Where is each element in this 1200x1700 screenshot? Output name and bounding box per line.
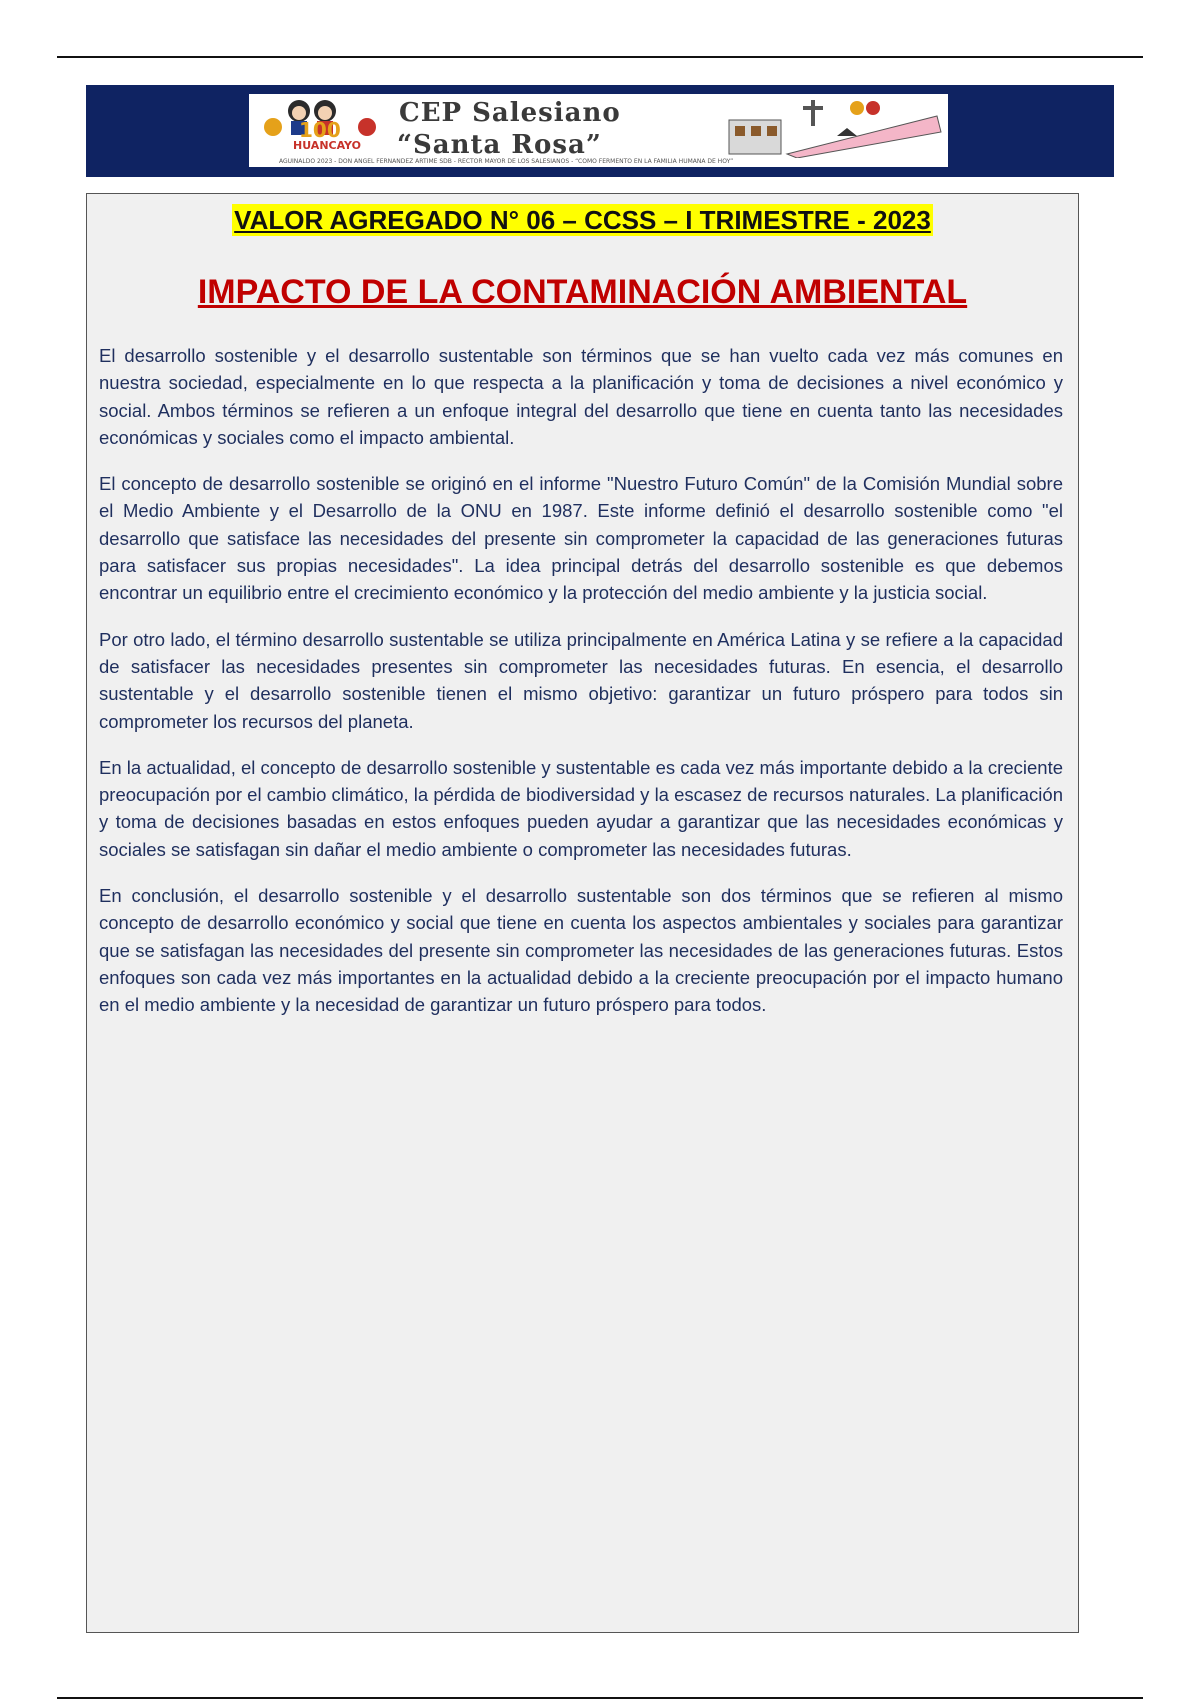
- svg-text:HUANCAYO: HUANCAYO: [293, 139, 361, 152]
- document-subtitle: VALOR AGREGADO N° 06 – CCSS – I TRIMESTRE - 2023: [234, 205, 931, 235]
- content-panel: [86, 193, 1079, 1633]
- document-title: IMPACTO DE LA CONTAMINACIÓN AMBIENTAL: [197, 273, 968, 311]
- banner-logo-strip: [249, 94, 948, 167]
- school-banner: [86, 85, 1114, 177]
- subtitle-row: [87, 204, 1078, 236]
- school-name-line1: CEP Salesiano: [399, 98, 621, 128]
- document-body: [99, 342, 1063, 1038]
- top-rule: [57, 56, 1143, 58]
- anniversary-logo: [255, 97, 385, 155]
- paragraph: En conclusión, el desarrollo sostenible y el desarrollo sustentable son dos términos que se refieren al mismo concepto de desarrollo económico y social que tiene en cuenta los aspectos ambientales y sociales para garantizar que se satisfagan las necesidades del presente sin comprometer las necesidades de las generaciones futuras. Estos enfoques son cada vez más importantes en la actualidad debido a la creciente preocupación por el impacto humano en el medio ambiente y la necesidad de garantizar un futuro próspero para todos.: [99, 885, 1063, 1016]
- church-illustration: [727, 96, 945, 158]
- bottom-rule: [57, 1697, 1143, 1699]
- banner-tagline: AGUINALDO 2023 - DON ÁNGEL FERNÁNDEZ ARTIME SDB - RECTOR MAYOR DE LOS SALESIANOS - “COMO FERMENTO EN LA FAMILIA HUMANA DE HOY”: [279, 158, 734, 165]
- paragraph: El concepto de desarrollo sostenible se originó en el informe "Nuestro Futuro Común" de la Comisión Mundial sobre el Medio Ambiente y el Desarrollo de la ONU en 1987. Este informe definió el desarrollo sostenible como "el desarrollo que satisface las necesidades del presente sin comprometer la capacidad de las generaciones futuras para satisfacer sus propias necesidades". La idea principal detrás del desarrollo sostenible es que debemos encontrar un equilibrio entre el crecimiento económico y la protección del medio ambiente y la justicia social.: [99, 473, 1063, 604]
- school-name-line2: “Santa Rosa”: [397, 130, 602, 160]
- paragraph: El desarrollo sostenible y el desarrollo sustentable son términos que se han vuelto cada vez más comunes en nuestra sociedad, especialmente en lo que respecta a la planificación y toma de decisiones a nivel económico y social. Ambos términos se refieren a un enfoque integral del desarrollo que tiene en cuenta tanto las necesidades económicas y sociales como el impacto ambiental.: [99, 345, 1063, 448]
- paragraph: En la actualidad, el concepto de desarrollo sostenible y sustentable es cada vez más importante debido a la creciente preocupación por el cambio climático, la pérdida de biodiversidad y la escasez de recursos naturales. La planificación y toma de decisiones basadas en estos enfoques pueden ayudar a garantizar que las necesidades económicas y sociales se satisfagan sin dañar el medio ambiente o comprometer las necesidades futuras.: [99, 756, 1063, 860]
- svg-text:100: 100: [299, 118, 341, 142]
- paragraph: Por otro lado, el término desarrollo sustentable se utiliza principalmente en América Latina y se refiere a la capacidad de satisfacer las necesidades presentes sin comprometer las necesidades futuras. En esencia, el desarrollo sustentable y el desarrollo sostenible tienen el mismo objetivo: garantizar un futuro próspero para todos sin comprometer los recursos del planeta.: [99, 628, 1063, 732]
